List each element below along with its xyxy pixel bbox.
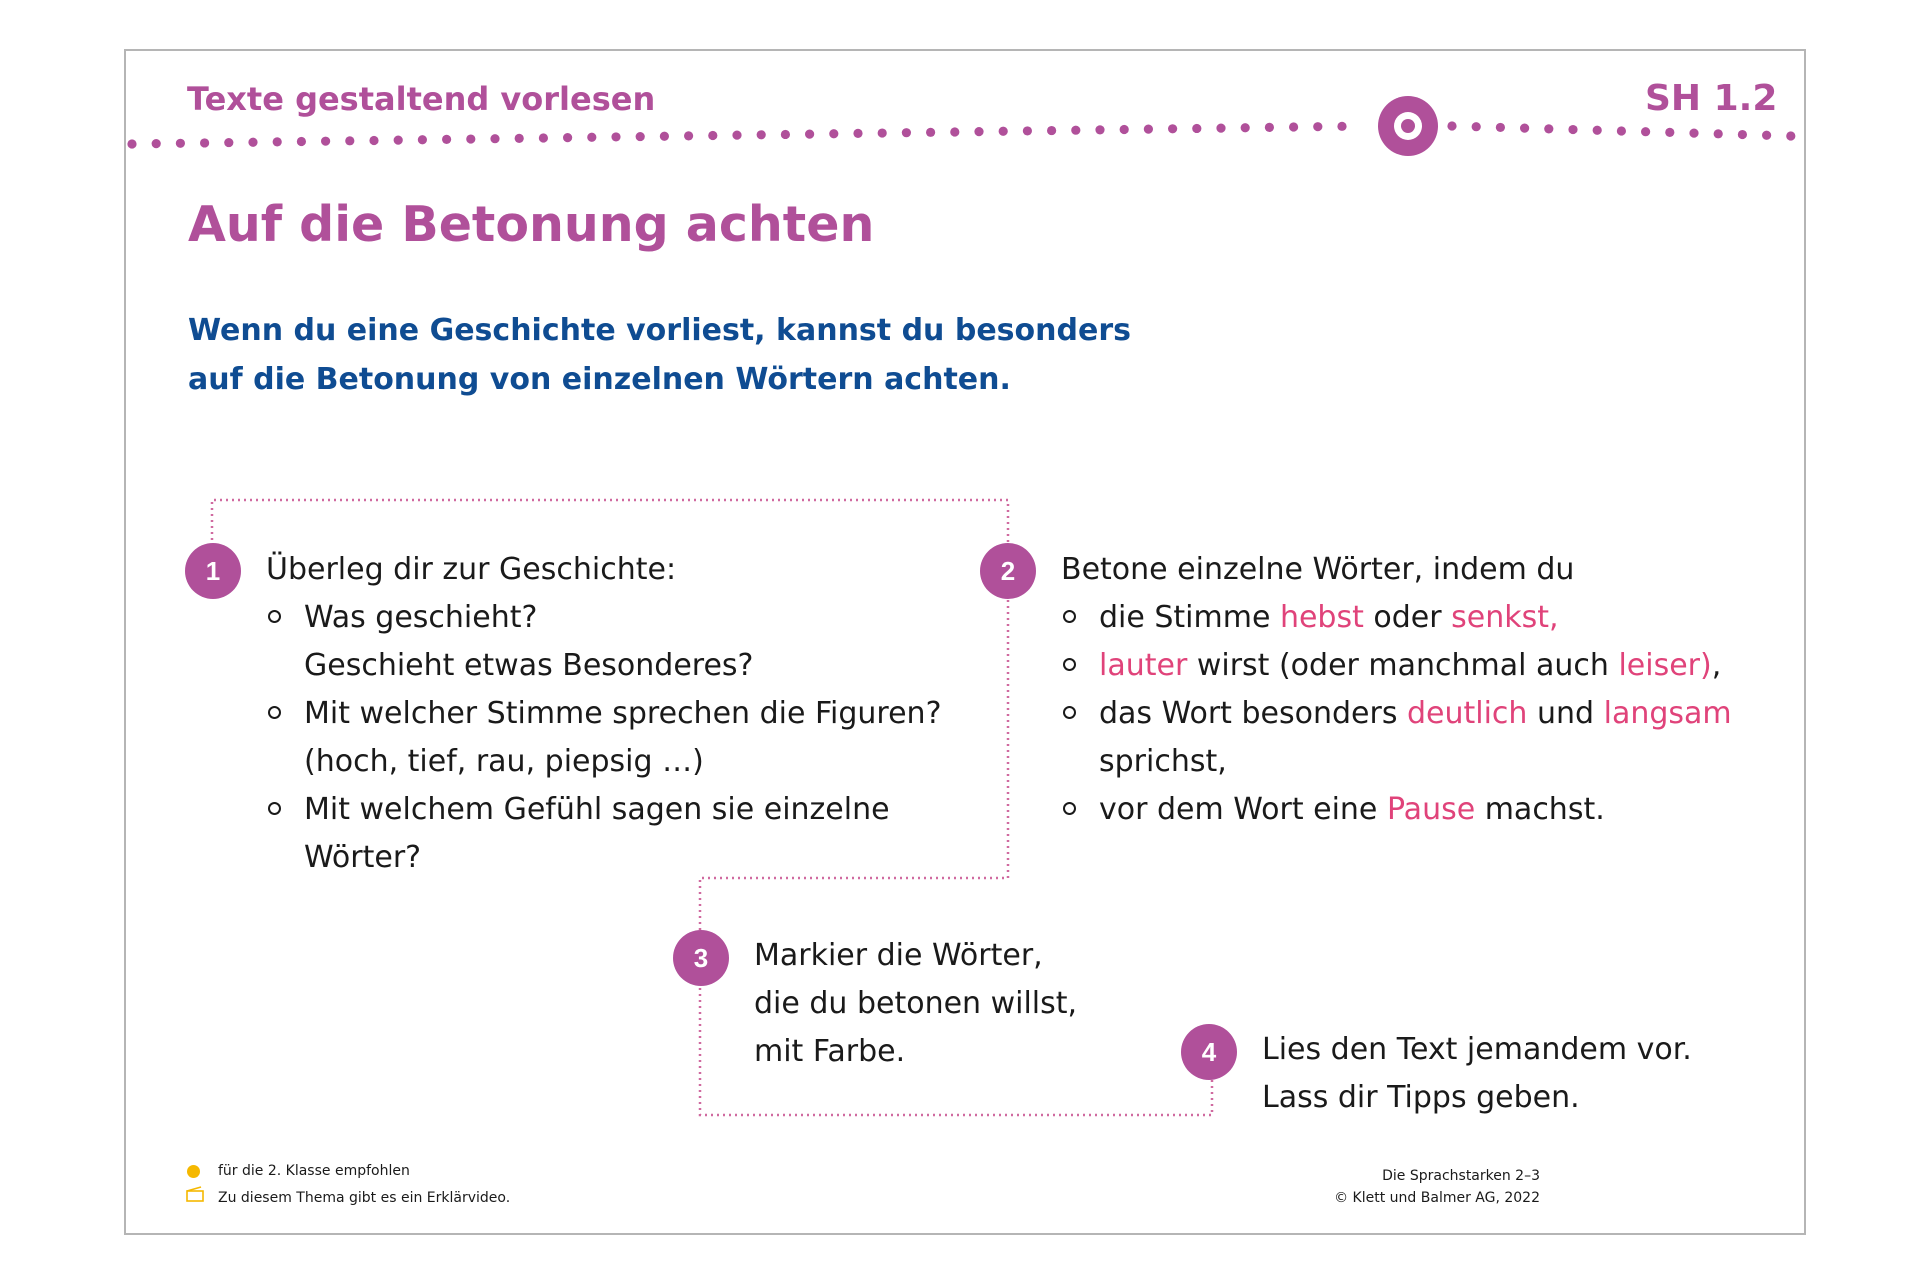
sheet-code: SH 1.2 [1645,78,1778,119]
step-3-text: die du betonen willst, [754,986,1078,1021]
intro-line: auf die Betonung von einzelnen Wörtern achten. [188,362,1011,397]
list-item-text: Was geschieht? [304,600,538,635]
highlight-word: senkst, [1451,600,1559,635]
step-3-text: mit Farbe. [754,1034,906,1069]
list-item [1061,594,1732,642]
step-4-badge: 4 [1181,1024,1237,1080]
circle-bullet-icon [1063,658,1076,671]
list-item-text: (hoch, tief, rau, piepsig …) [304,744,704,779]
circle-bullet-icon [1063,802,1076,815]
highlight-word: Pause [1386,792,1476,827]
list-item [1061,786,1732,834]
list-item-text: Mit welcher Stimme sprechen die Figuren? [304,696,942,731]
footer-copyright: © Klett und Balmer AG, 2022 [1334,1190,1540,1206]
highlight-word: leiser) [1618,648,1712,683]
text: oder [1363,600,1452,635]
step-4-text: Lass dir Tipps geben. [1262,1080,1580,1115]
page-title: Auf die Betonung achten [188,196,875,253]
step-3-text: Markier die Wörter, [754,938,1043,973]
text: machst. [1475,792,1605,827]
section-title: Texte gestaltend vorlesen [187,80,656,118]
step-2-heading: Betone einzelne Wörter, indem du [1061,552,1575,587]
list-item-text: Geschieht etwas Besonderes? [304,648,754,683]
list-item-text: Wörter? [304,840,422,875]
step-1-block [266,546,942,882]
step-1-heading: Überleg dir zur Geschichte: [266,552,677,587]
circle-bullet-icon [268,610,281,623]
recommend-dot-icon [187,1165,200,1178]
text: wirst (oder manchmal auch [1187,648,1619,683]
highlight-word: lauter [1099,648,1188,683]
highlight-word: deutlich [1406,696,1528,731]
list-item [266,786,942,882]
step-1-badge: 1 [185,543,241,599]
text: vor dem Wort eine [1099,792,1387,827]
footer-recommend: für die 2. Klasse empfohlen [218,1163,410,1179]
list-item-text: Mit welchem Gefühl sagen sie einzelne [304,792,890,827]
highlight-word: hebst [1279,600,1364,635]
circle-bullet-icon [1063,706,1076,719]
intro-line: Wenn du eine Geschichte vorliest, kannst du besonders [188,313,1131,348]
step-2-badge: 2 [980,543,1036,599]
footer-video: Zu diesem Thema gibt es ein Erklärvideo. [218,1190,511,1206]
circle-bullet-icon [268,706,281,719]
video-clapper-icon [186,1186,204,1202]
list-item [266,690,942,786]
footer-book: Die Sprachstarken 2–3 [1382,1168,1540,1184]
text: die Stimme [1099,600,1280,635]
step-2-block [1061,546,1732,834]
circle-bullet-icon [1063,610,1076,623]
step-3-badge: 3 [673,930,729,986]
highlight-word: langsam [1603,696,1732,731]
text: und [1527,696,1604,731]
step-3-block [754,932,1077,1076]
list-item [266,594,942,690]
text: das Wort besonders [1099,696,1407,731]
step-4-text: Lies den Text jemandem vor. [1262,1032,1692,1067]
list-item-text: sprichst, [1099,744,1227,779]
circle-bullet-icon [268,802,281,815]
list-item [1061,642,1732,690]
step-4-block [1262,1026,1692,1122]
text: , [1711,648,1722,683]
list-item [1061,690,1732,786]
